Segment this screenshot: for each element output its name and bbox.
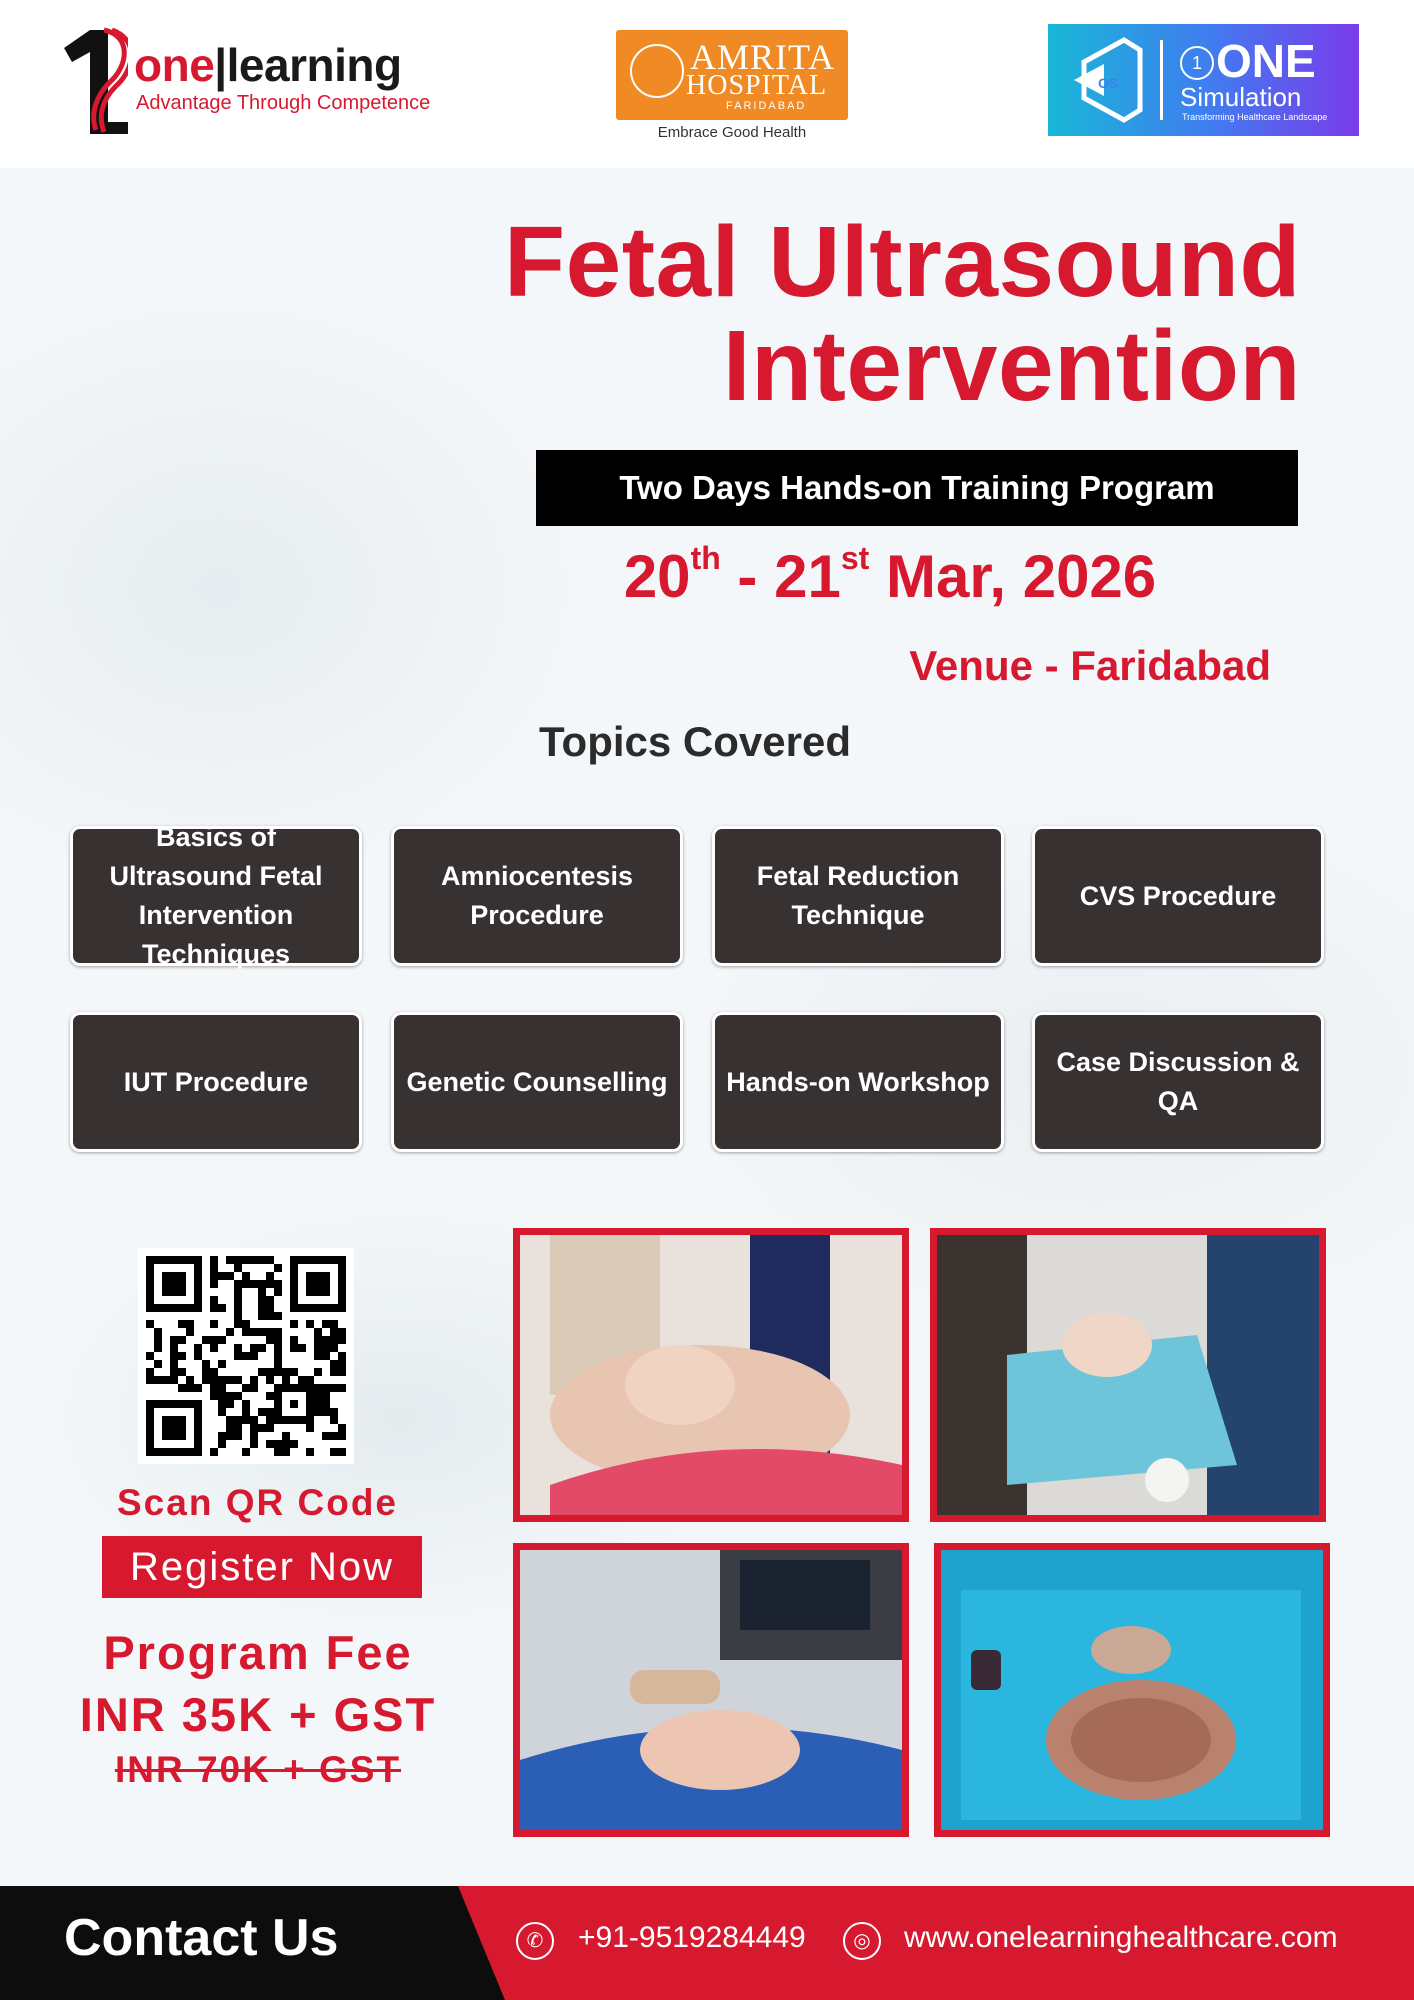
topics-heading: Topics Covered xyxy=(539,718,851,765)
globe-icon: ◎ xyxy=(843,1922,881,1960)
page-title xyxy=(504,206,1301,422)
phone-icon: ✆ xyxy=(516,1922,554,1960)
scan-qr-label: Scan QR Code xyxy=(117,1482,398,1523)
topic-tile: Case Discussion & QA xyxy=(1032,1012,1324,1152)
event-date: 20th - 21st Mar, 2026 xyxy=(623,540,1157,610)
contact-us-label: Contact Us xyxy=(64,1909,339,1967)
topic-tile: CVS Procedure xyxy=(1032,826,1324,966)
title-line2: Intervention xyxy=(722,310,1301,422)
topic-tile: Amniocentesis Procedure xyxy=(391,826,683,966)
title-line1: Fetal Ultrasound xyxy=(504,206,1301,318)
subtitle-band: Two Days Hands-on Training Program xyxy=(536,450,1298,526)
topic-tile: Hands-on Workshop xyxy=(712,1012,1004,1152)
topic-tile: Fetal Reduction Technique xyxy=(712,826,1004,966)
topic-tile: IUT Procedure xyxy=(70,1012,362,1152)
onelearning-tagline: Advantage Through Competence xyxy=(136,92,431,114)
fee-current: INR 35K + GST xyxy=(79,1688,437,1741)
fee-original-struck: INR 70K + GST xyxy=(114,1749,402,1790)
registration-qr-code[interactable] xyxy=(138,1248,354,1464)
amrita-line3: FARIDABAD xyxy=(726,100,807,112)
event-venue: Venue - Faridabad xyxy=(909,642,1271,689)
training-photo-4 xyxy=(934,1543,1330,1837)
one-simulation-logo[interactable] xyxy=(1048,24,1359,136)
qr-code-icon xyxy=(146,1256,346,1456)
training-photo-3 xyxy=(513,1543,909,1837)
one-simulation-line2: Simulation xyxy=(1180,82,1302,112)
one-simulation-tagline: Transforming Healthcare Landscape xyxy=(1182,112,1328,122)
amrita-tagline: Embrace Good Health xyxy=(657,124,807,141)
amrita-line2: HOSPITAL xyxy=(686,70,828,101)
register-now-button[interactable]: Register Now xyxy=(102,1536,422,1598)
amrita-seal-icon xyxy=(630,44,684,98)
program-fee xyxy=(58,1622,458,1746)
amrita-logo-box xyxy=(616,30,848,120)
svg-text:OS: OS xyxy=(1098,75,1119,91)
one-simulation-line1: 1 ONE xyxy=(1180,34,1316,88)
onelearning-logo[interactable] xyxy=(56,26,436,138)
training-photo-1 xyxy=(513,1228,909,1522)
amrita-line1: AMRITA xyxy=(690,37,836,77)
phone-number[interactable]: +91-9519284449 xyxy=(578,1921,806,1954)
one-simulation-mark-icon xyxy=(1064,34,1146,126)
fee-label: Program Fee xyxy=(103,1626,413,1679)
topic-tile: Basics of Ultrasound Fetal Intervention Techniques xyxy=(70,826,362,966)
amrita-hospital-logo[interactable] xyxy=(614,30,850,142)
topic-tile: Genetic Counselling xyxy=(391,1012,683,1152)
onelearning-name: one|learning xyxy=(134,39,402,91)
one-simulation-divider xyxy=(1160,40,1163,120)
website-link[interactable]: www.onelearninghealthcare.com xyxy=(904,1921,1338,1954)
training-photo-2 xyxy=(930,1228,1326,1522)
onelearning-mark-icon xyxy=(56,26,128,138)
